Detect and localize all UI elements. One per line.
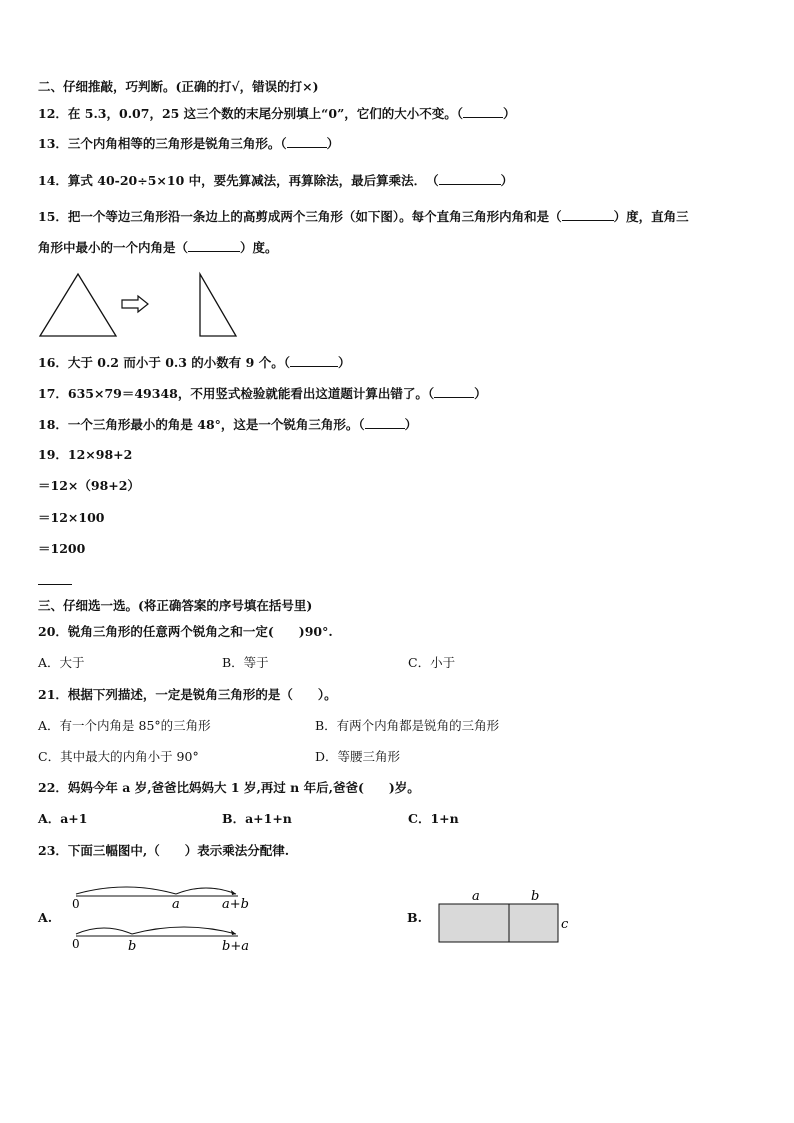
q20-option-c[interactable]: C．小于 [408,655,456,670]
fig-a-top-apb: a+b [222,897,249,912]
answer-blank-15b[interactable] [188,239,240,252]
question-18: 18．一个三角形最小的角是 48°，这是一个锐角三角形。（ ） [38,417,418,432]
question-13: 13．三个内角相等的三角形是锐角三角形。（ ） [38,136,340,151]
fig-b-label-c: c [561,917,569,932]
fig-a-top-zero: 0 [72,897,80,911]
answer-blank-19[interactable] [38,584,72,585]
fig-a-bot-zero: 0 [72,937,80,951]
question-15-text: 15．把一个等边三角形沿一条边上的高剪成两个三角形（如下图）。每个直角三角形内角和是（ [38,209,562,224]
question-15-line-2: 角形中最小的一个内角是（ ）度。 [38,240,278,255]
number-line-figure [66,878,266,954]
q23-option-b[interactable]: B. [407,910,422,925]
fig-b-label-a: a [472,889,480,904]
answer-blank-18[interactable] [365,416,405,429]
q20-option-b[interactable]: B．等于 [222,655,269,670]
question-15-line-1: 15．把一个等边三角形沿一条边上的高剪成两个三角形（如下图）。每个直角三角形内角和是（ ）度，直角三 [38,209,689,224]
fig-b-label-b: b [531,889,540,904]
question-21-stem: 21．根据下列描述，一定是锐角三角形的是（ ）。 [38,687,337,702]
q21-option-d[interactable]: D．等腰三角形 [315,749,401,764]
answer-blank-14[interactable] [439,172,501,185]
answer-blank-17[interactable] [434,385,474,398]
answer-blank-12[interactable] [463,105,503,118]
answer-blank-13[interactable] [287,135,327,148]
q21-option-c[interactable]: C．其中最大的内角小于 90° [38,749,199,764]
rectangle-area-figure [432,888,582,948]
q21-option-a[interactable]: A．有一个内角是 85°的三角形 [38,718,211,733]
q22-option-a[interactable]: A．a+1 [38,811,88,826]
right-triangle-shape [200,274,236,336]
fig-a-top-a: a [172,897,180,912]
question-12-text: 12．在 5.3，0.07，25 这三个数的末尾分别填上“0”，它们的大小不变。（ [38,106,464,121]
question-20-stem: 20．锐角三角形的任意两个锐角之和一定( )90°. [38,624,333,639]
q22-option-c[interactable]: C．1+n [408,811,459,826]
section-2-heading: 二、仔细推敲，巧判断。(正确的打√，错误的打×) [38,79,319,94]
question-18-text: 18．一个三角形最小的角是 48°，这是一个锐角三角形。（ [38,417,365,432]
question-14: 14．算式 40-20÷5×10 中，要先算减法，再算除法，最后算乘法． （ ） [38,173,514,188]
q21-option-b[interactable]: B．有两个内角都是锐角的三角形 [315,718,500,733]
question-14-text: 14．算式 40-20÷5×10 中，要先算减法，再算除法，最后算乘法． （ [38,173,439,188]
question-19-line-3: ＝12×100 [38,510,105,525]
question-23-stem: 23．下面三幅图中,（ ）表示乘法分配律. [38,843,290,858]
fig-a-bot-b: b [128,939,137,954]
answer-blank-15a[interactable] [562,208,614,221]
question-16: 16．大于 0.2 而小于 0.3 的小数有 9 个。（ ） [38,355,351,370]
question-19-line-1: 19．12×98+2 [38,447,133,462]
fig-a-bot-bpa: b+a [222,939,249,954]
q23-option-a[interactable]: A. [38,910,53,925]
equilateral-triangle-shape [40,274,116,336]
question-17-text: 17．635×79＝49348，不用竖式检验就能看出这道题计算出错了。（ [38,386,435,401]
section-3-heading: 三、仔细选一选。(将正确答案的序号填在括号里) [38,598,313,613]
question-19-line-2: ＝12×（98+2） [38,478,140,493]
question-19-line-4: ＝1200 [38,541,86,556]
arrow-icon [122,296,148,312]
triangle-cut-figure [36,268,246,340]
question-22-stem: 22．妈妈今年 a 岁,爸爸比妈妈大 1 岁,再过 n 年后,爸爸( )岁。 [38,780,420,795]
q20-option-a[interactable]: A．大于 [38,655,85,670]
question-17: 17．635×79＝49348，不用竖式检验就能看出这道题计算出错了。（ ） [38,386,487,401]
question-12: 12．在 5.3，0.07，25 这三个数的末尾分别填上“0”，它们的大小不变。（ ） [38,106,516,121]
question-16-text: 16．大于 0.2 而小于 0.3 的小数有 9 个。（ [38,355,290,370]
question-13-text: 13．三个内角相等的三角形是锐角三角形。（ [38,136,287,151]
q22-option-b[interactable]: B．a+1+n [222,811,292,826]
answer-blank-16[interactable] [290,354,338,367]
